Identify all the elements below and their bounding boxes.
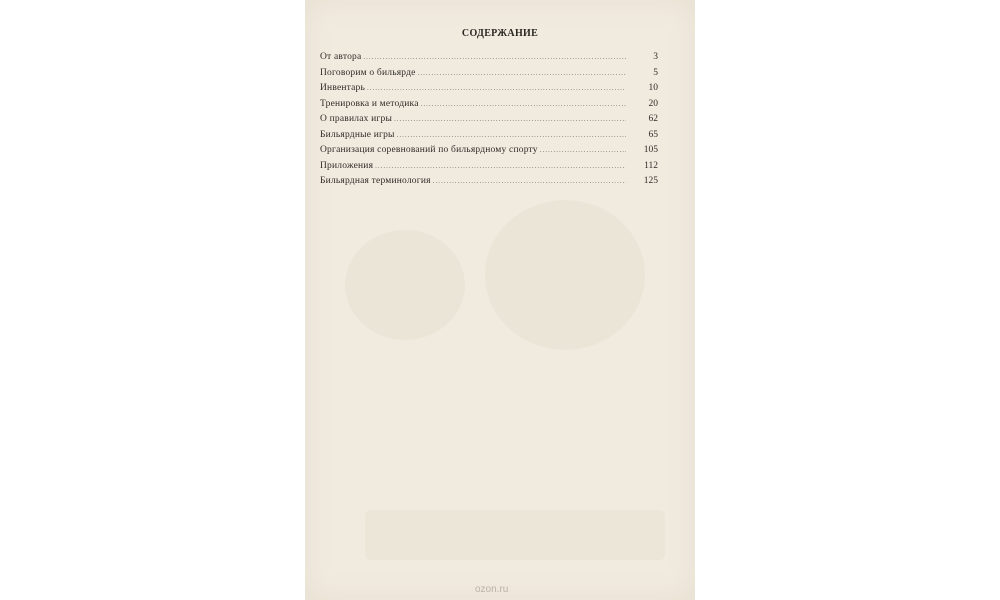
- toc-entry-page: 105: [643, 145, 658, 155]
- toc-dot-leader: [363, 53, 626, 61]
- watermark: ozon.ru: [475, 584, 509, 595]
- toc-dot-leader: [375, 162, 626, 170]
- toc-entry-label: Инвентарь: [320, 83, 366, 93]
- toc-entry-label: Тренировка и методика: [320, 98, 419, 109]
- toc-dot-leader: [367, 84, 626, 92]
- toc-entry-page: 112: [644, 160, 658, 171]
- toc-entry-label: Бильярдные игры: [320, 129, 395, 140]
- toc-entry-label: Приложения: [320, 160, 374, 171]
- table-of-contents: [320, 52, 658, 192]
- toc-entry-label: Бильярдная терминология: [320, 176, 431, 186]
- toc-entry-label: Поговорим о бильярде: [320, 67, 416, 78]
- toc-heading: СОДЕРЖАНИЕ: [461, 28, 539, 39]
- toc-entry-label: О правилах игры: [320, 114, 393, 124]
- toc-dot-leader: [540, 146, 626, 154]
- toc-entry: [320, 130, 658, 146]
- toc-entry: [320, 145, 658, 161]
- toc-entry: [320, 114, 658, 130]
- toc-entry: [320, 161, 658, 177]
- toc-dot-leader: [394, 115, 626, 123]
- page-bleed-through: [485, 200, 645, 350]
- toc-entry-page: 10: [648, 83, 658, 93]
- toc-entry-page: 125: [643, 176, 658, 186]
- toc-entry-page: 20: [648, 98, 658, 109]
- toc-entry-page: 65: [648, 129, 658, 140]
- page-bleed-through: [345, 230, 465, 340]
- toc-dot-leader: [433, 177, 626, 185]
- toc-entry-page: 5: [653, 67, 658, 78]
- page-bleed-through: [365, 510, 665, 560]
- toc-dot-leader: [421, 100, 626, 108]
- toc-entry: [320, 83, 658, 99]
- toc-dot-leader: [397, 131, 626, 139]
- toc-entry: [320, 52, 658, 68]
- book-page: [305, 0, 695, 600]
- toc-entry: [320, 99, 658, 115]
- toc-entry-label: Организация соревнований по бильярдному спорту: [320, 145, 538, 155]
- toc-entry-page: 3: [653, 52, 658, 62]
- toc-entry-label: От автора: [320, 52, 362, 62]
- toc-entry-page: 62: [648, 114, 658, 124]
- toc-entry: [320, 176, 658, 192]
- toc-entry: [320, 68, 658, 84]
- toc-dot-leader: [418, 69, 626, 77]
